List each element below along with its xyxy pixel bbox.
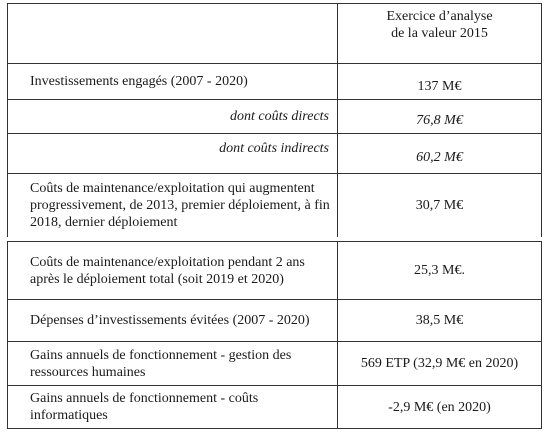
row-value: 38,5 M€ xyxy=(415,313,464,328)
row-value: 25,3 M€. xyxy=(414,263,465,278)
row-label: Gains annuels de fonctionnement - coûts informatiques xyxy=(8,386,338,428)
header-empty-cell xyxy=(8,4,338,63)
row-label: dont coûts directs xyxy=(8,100,338,133)
row-value: 137 M€ xyxy=(417,79,462,94)
table-row xyxy=(7,241,542,299)
table-row xyxy=(7,173,542,237)
table-row xyxy=(7,63,542,99)
row-value: 30,7 M€ xyxy=(415,198,464,213)
table-header-row xyxy=(7,3,542,63)
row-value: 76,8 M€ xyxy=(416,113,463,128)
table-row xyxy=(7,133,542,173)
row-label: Coûts de maintenance/exploitation pendant 2 ans après le déploiement total (soit 2019 et 2020) xyxy=(8,242,338,299)
header-title-line-2: de la valeur 2015 xyxy=(391,26,488,41)
table-row xyxy=(7,385,542,429)
table-row xyxy=(7,341,542,385)
row-value: -2,9 M€ (en 2020) xyxy=(388,399,491,415)
row-value: 60,2 M€ xyxy=(416,150,463,165)
header-title-line-1: Exercice d’analyse xyxy=(386,9,493,24)
row-label: Coûts de maintenance/exploitation qui augmentent progressivement, de 2013, premier déploiement, à fin 2018, dernier déploiement xyxy=(8,174,338,237)
table-row xyxy=(7,299,542,341)
row-label: Gains annuels de fonctionnement - gestion des ressources humaines xyxy=(8,342,338,385)
row-label: dont coûts indirects xyxy=(8,134,338,173)
table-row xyxy=(7,99,542,133)
row-label: Investissements engagés (2007 - 2020) xyxy=(8,64,338,99)
header-value-cell xyxy=(338,4,541,63)
row-value: 569 ETP (32,9 M€ en 2020) xyxy=(360,356,519,371)
row-label: Dépenses d’investissements évitées (2007 - 2020) xyxy=(8,300,338,341)
